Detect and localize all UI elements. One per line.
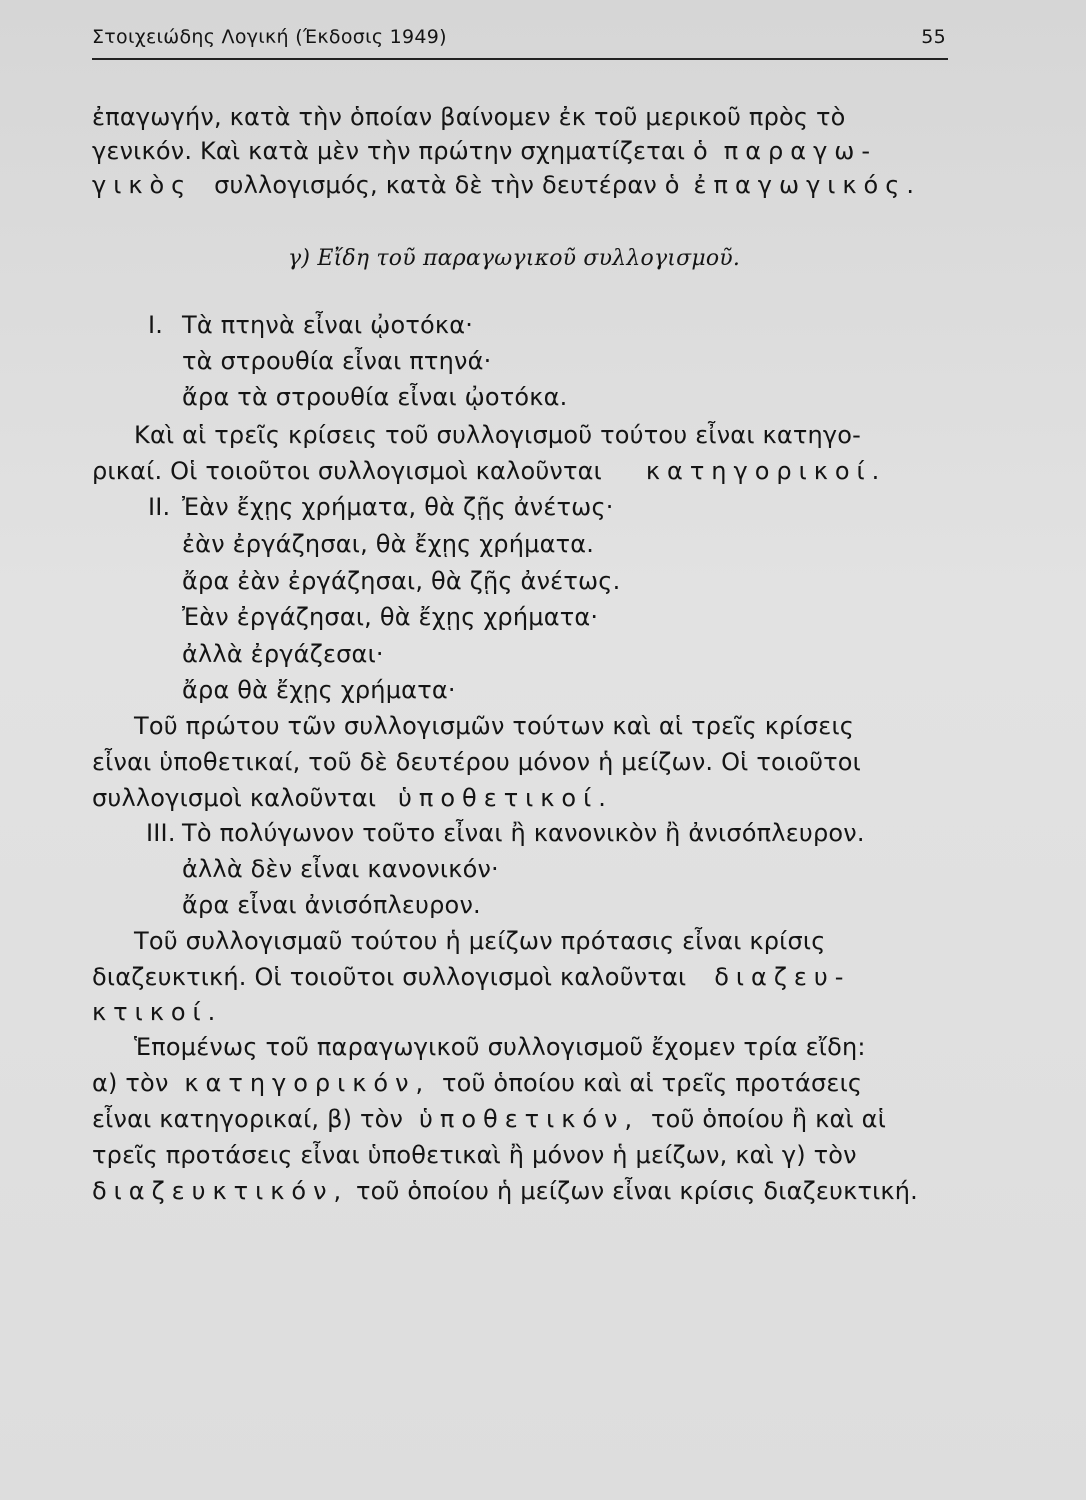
ex1-line2: τὰ στρουθία εἶναι πτηνά·: [182, 347, 492, 375]
p4-line3: κτικοί.: [92, 998, 223, 1026]
ex2-line5: ἀλλὰ ἐργάζεσαι·: [182, 640, 384, 668]
p5-line5: [92, 1174, 952, 1208]
term-deductive-part: παραγω-: [723, 137, 878, 165]
p2-line2-text: ρικαί. Οἱ τοιοῦτοι συλλογισμοὶ καλοῦνται: [92, 457, 603, 485]
ex2-line3: ἄρα ἐὰν ἐργάζησαι, θὰ ζῇς ἀνέτως.: [182, 567, 621, 595]
p2-line2: [92, 454, 952, 488]
p4-line1: Τοῦ συλλογισμαῦ τούτου ἡ μείζων πρότασις εἶναι κρίσις: [134, 927, 826, 955]
ex1-numeral: I.: [148, 311, 164, 339]
ex2-line2: ἐὰν ἐργάζησαι, θὰ ἔχῃς χρήματα.: [182, 530, 595, 558]
ex2-numeral: II.: [148, 493, 171, 521]
p5-line5-text: τοῦ ὁποίου ἡ μείζων εἶναι κρίσις διαζευκτική.: [355, 1177, 918, 1205]
term-hypothetical: ὑποθετικοί.: [398, 784, 613, 812]
p3-line3: [92, 781, 952, 815]
p5-line3-text-a: εἶναι κατηγορικαί, β) τὸν: [92, 1105, 404, 1133]
ex3-line1: Τὸ πολύγωνον τοῦτο εἶναι ἢ κανονικὸν ἢ ἀνισόπλευρον.: [182, 819, 865, 847]
p4-line2: [92, 960, 952, 994]
header-title: Στοιχειώδης Λογική (Έκδοσις 1949): [92, 26, 447, 48]
ex1-line1: Τὰ πτηνὰ εἶναι ᾠοτόκα·: [182, 311, 474, 339]
ex2-line4: Ἐὰν ἐργάζησαι, θὰ ἔχῃς χρήματα·: [182, 603, 599, 631]
p5-line2-text-c: τοῦ ὁποίου καὶ αἱ τρεῖς προτάσεις: [441, 1069, 863, 1097]
p5-line4: τρεῖς προτάσεις εἶναι ὑποθετικαὶ ἢ μόνον ἡ μείζων, καὶ γ) τὸν: [92, 1141, 857, 1169]
term-deductive-end: γικὸς: [92, 171, 193, 199]
p3-line1: Τοῦ πρώτου τῶν συλλογισμῶν τούτων καὶ αἱ τρεῖς κρίσεις: [134, 712, 855, 740]
running-header: [92, 22, 948, 60]
term-hypothetical-2: ὑποθετικόν,: [418, 1105, 640, 1133]
ex3-numeral: III.: [146, 819, 176, 847]
p5-line2-text-a: α) τὸν: [92, 1069, 169, 1097]
ex3-line3: ἄρα εἶναι ἀνισόπλευρον.: [182, 891, 481, 919]
term-categorical: κατηγορικοί.: [645, 457, 887, 485]
p2-line1: Καὶ αἱ τρεῖς κρίσεις τοῦ συλλογισμοῦ τούτου εἶναι κατηγο-: [134, 421, 862, 449]
term-inductive: ἐπαγωγικός.: [693, 171, 921, 199]
p1-line3-text: συλλογισμός, κατὰ δὲ τὴν δευτέραν ὁ: [214, 171, 680, 199]
term-categorical-2: κατηγορικόν,: [184, 1069, 431, 1097]
ex3-line2: ἀλλὰ δὲν εἶναι κανονικόν·: [182, 855, 499, 883]
p1-line2: [92, 134, 952, 168]
term-disjunctive-2: διαζευκτικόν,: [92, 1177, 349, 1205]
section-subheading: γ) Εἴδη τοῦ παραγωγικοῦ συλλογισμοῦ.: [288, 246, 741, 271]
term-disjunctive-part: διαζευ-: [714, 963, 851, 991]
ex2-line1: Ἐὰν ἔχῃς χρήματα, θὰ ζῇς ἀνέτως·: [182, 493, 614, 521]
p1-line1: ἐπαγωγήν, κατὰ τὴν ὁποίαν βαίνομεν ἐκ τοῦ μερικοῦ πρὸς τὸ: [92, 103, 846, 131]
p3-line3-text: συλλογισμοὶ καλοῦνται: [92, 784, 377, 812]
p5-line3-text-c: τοῦ ὁποίου ἢ καὶ αἱ: [650, 1105, 887, 1133]
p4-line2-text: διαζευκτική. Οἱ τοιοῦτοι συλλογισμοὶ καλοῦνται: [92, 963, 687, 991]
p1-line2-text: γενικόν. Καὶ κατὰ μὲν τὴν πρώτην σχηματίζεται ὁ: [92, 137, 708, 165]
ex2-line6: ἄρα θὰ ἔχῃς χρήματα·: [182, 676, 456, 704]
p5-line1: Ἑπομένως τοῦ παραγωγικοῦ συλλογισμοῦ ἔχομεν τρία εἴδη:: [134, 1033, 866, 1061]
p5-line2: [92, 1066, 952, 1100]
p3-line2: εἶναι ὑποθετικαί, τοῦ δὲ δευτέρου μόνον ἡ μείζων. Οἱ τοιοῦτοι: [92, 748, 862, 776]
page-number: 55: [921, 26, 946, 48]
p1-line3: [92, 168, 952, 202]
ex1-line3: ἄρα τὰ στρουθία εἶναι ᾠοτόκα.: [182, 383, 568, 411]
p5-line3: [92, 1102, 952, 1136]
